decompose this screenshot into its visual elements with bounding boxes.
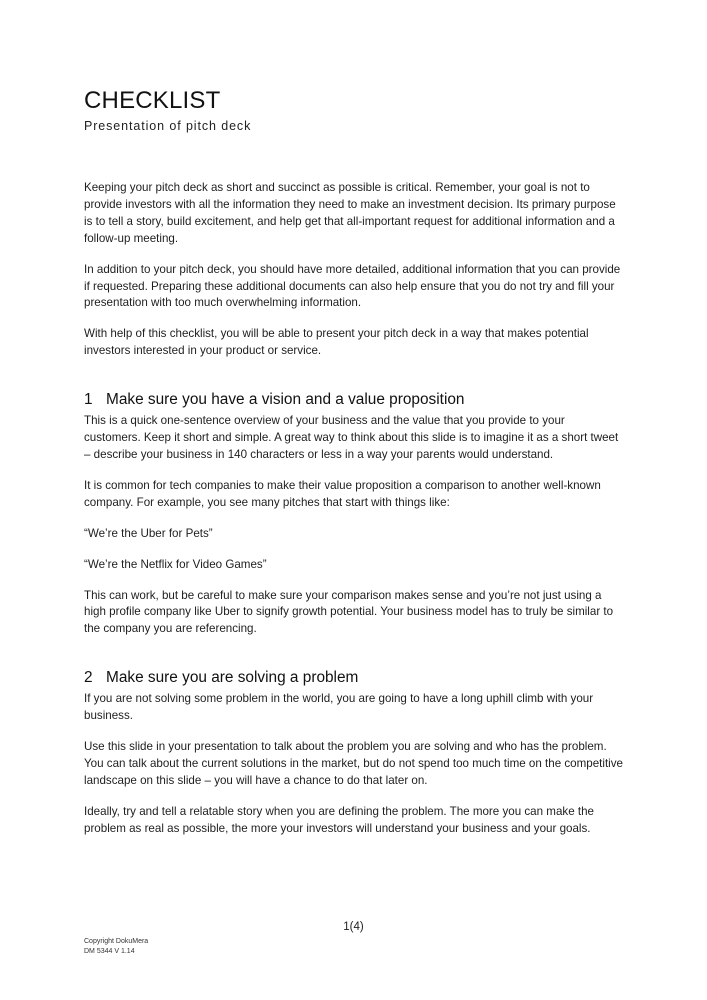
document-id: DM 5344 V 1.14	[84, 948, 135, 955]
document-title: CHECKLIST	[84, 87, 221, 114]
section-1-heading	[84, 390, 624, 410]
document-content	[84, 86, 624, 838]
section-1-paragraph-3: This can work, but be careful to make sure your comparison makes sense and you’re not just using a high profile company like Uber to signify growth potential. Your business model has to truly be similar to the company you are referencing.	[84, 588, 614, 636]
section-2-heading	[84, 668, 624, 688]
section-1-quote-2: “We’re the Netflix for Video Games”	[84, 557, 267, 571]
section-1-quote-1: “We’re the Uber for Pets”	[84, 526, 213, 540]
document-subtitle: Presentation of pitch deck	[84, 119, 252, 133]
document-footer	[84, 937, 148, 957]
section-2-paragraph-1: If you are not solving some problem in the world, you are going to have a long uphill climb with your business.	[84, 692, 594, 723]
intro-paragraph-1: Keeping your pitch deck as short and succinct as possible is critical. Remember, your goal is not to provide investors with all the information they need to make an investment decision. Its primary purpose is to tell a story, build excitement, and help get that all-important request for additional information and a follow-up meeting.	[84, 181, 616, 245]
section-1-number: 1	[84, 391, 93, 409]
intro-paragraph-3: With help of this checklist, you will be able to present your pitch deck in a way that makes potential investors interested in your product or service.	[84, 327, 589, 358]
page-number: 1(4)	[343, 921, 364, 933]
section-1-title: Make sure you have a vision and a value proposition	[106, 391, 465, 409]
intro-paragraph-2: In addition to your pitch deck, you should have more detailed, additional information that you can provide if requested. Preparing these additional documents can also help ensure that you do not try and fill your presentation with too much overwhelming information.	[84, 262, 621, 310]
section-2-paragraph-3: Ideally, try and tell a relatable story when you are defining the problem. The more you can make the problem as real as possible, the more your investors will understand your business and your goals.	[84, 804, 594, 835]
section-1-paragraph-1: This is a quick one-sentence overview of your business and the value that you provide to your customers. Keep it short and simple. A great way to think about this slide is to imagine it as a short tweet – describe your business in 140 characters or less in a way your parents would understand.	[84, 414, 619, 461]
copyright-text: Copyright DokuMera	[84, 938, 149, 945]
section-2-paragraph-2: Use this slide in your presentation to talk about the problem you are solving and who has the problem. You can talk about the current solutions in the market, but do not spend too much time on the competitive landscape on this slide – you will have a chance to do that later on.	[84, 740, 624, 787]
section-2-title: Make sure you are solving a problem	[106, 669, 359, 687]
section-1-paragraph-2: It is common for tech companies to make their value proposition a comparison to another well-known company. For example, you see many pitches that start with things like:	[84, 478, 601, 509]
section-2-number: 2	[84, 669, 93, 687]
